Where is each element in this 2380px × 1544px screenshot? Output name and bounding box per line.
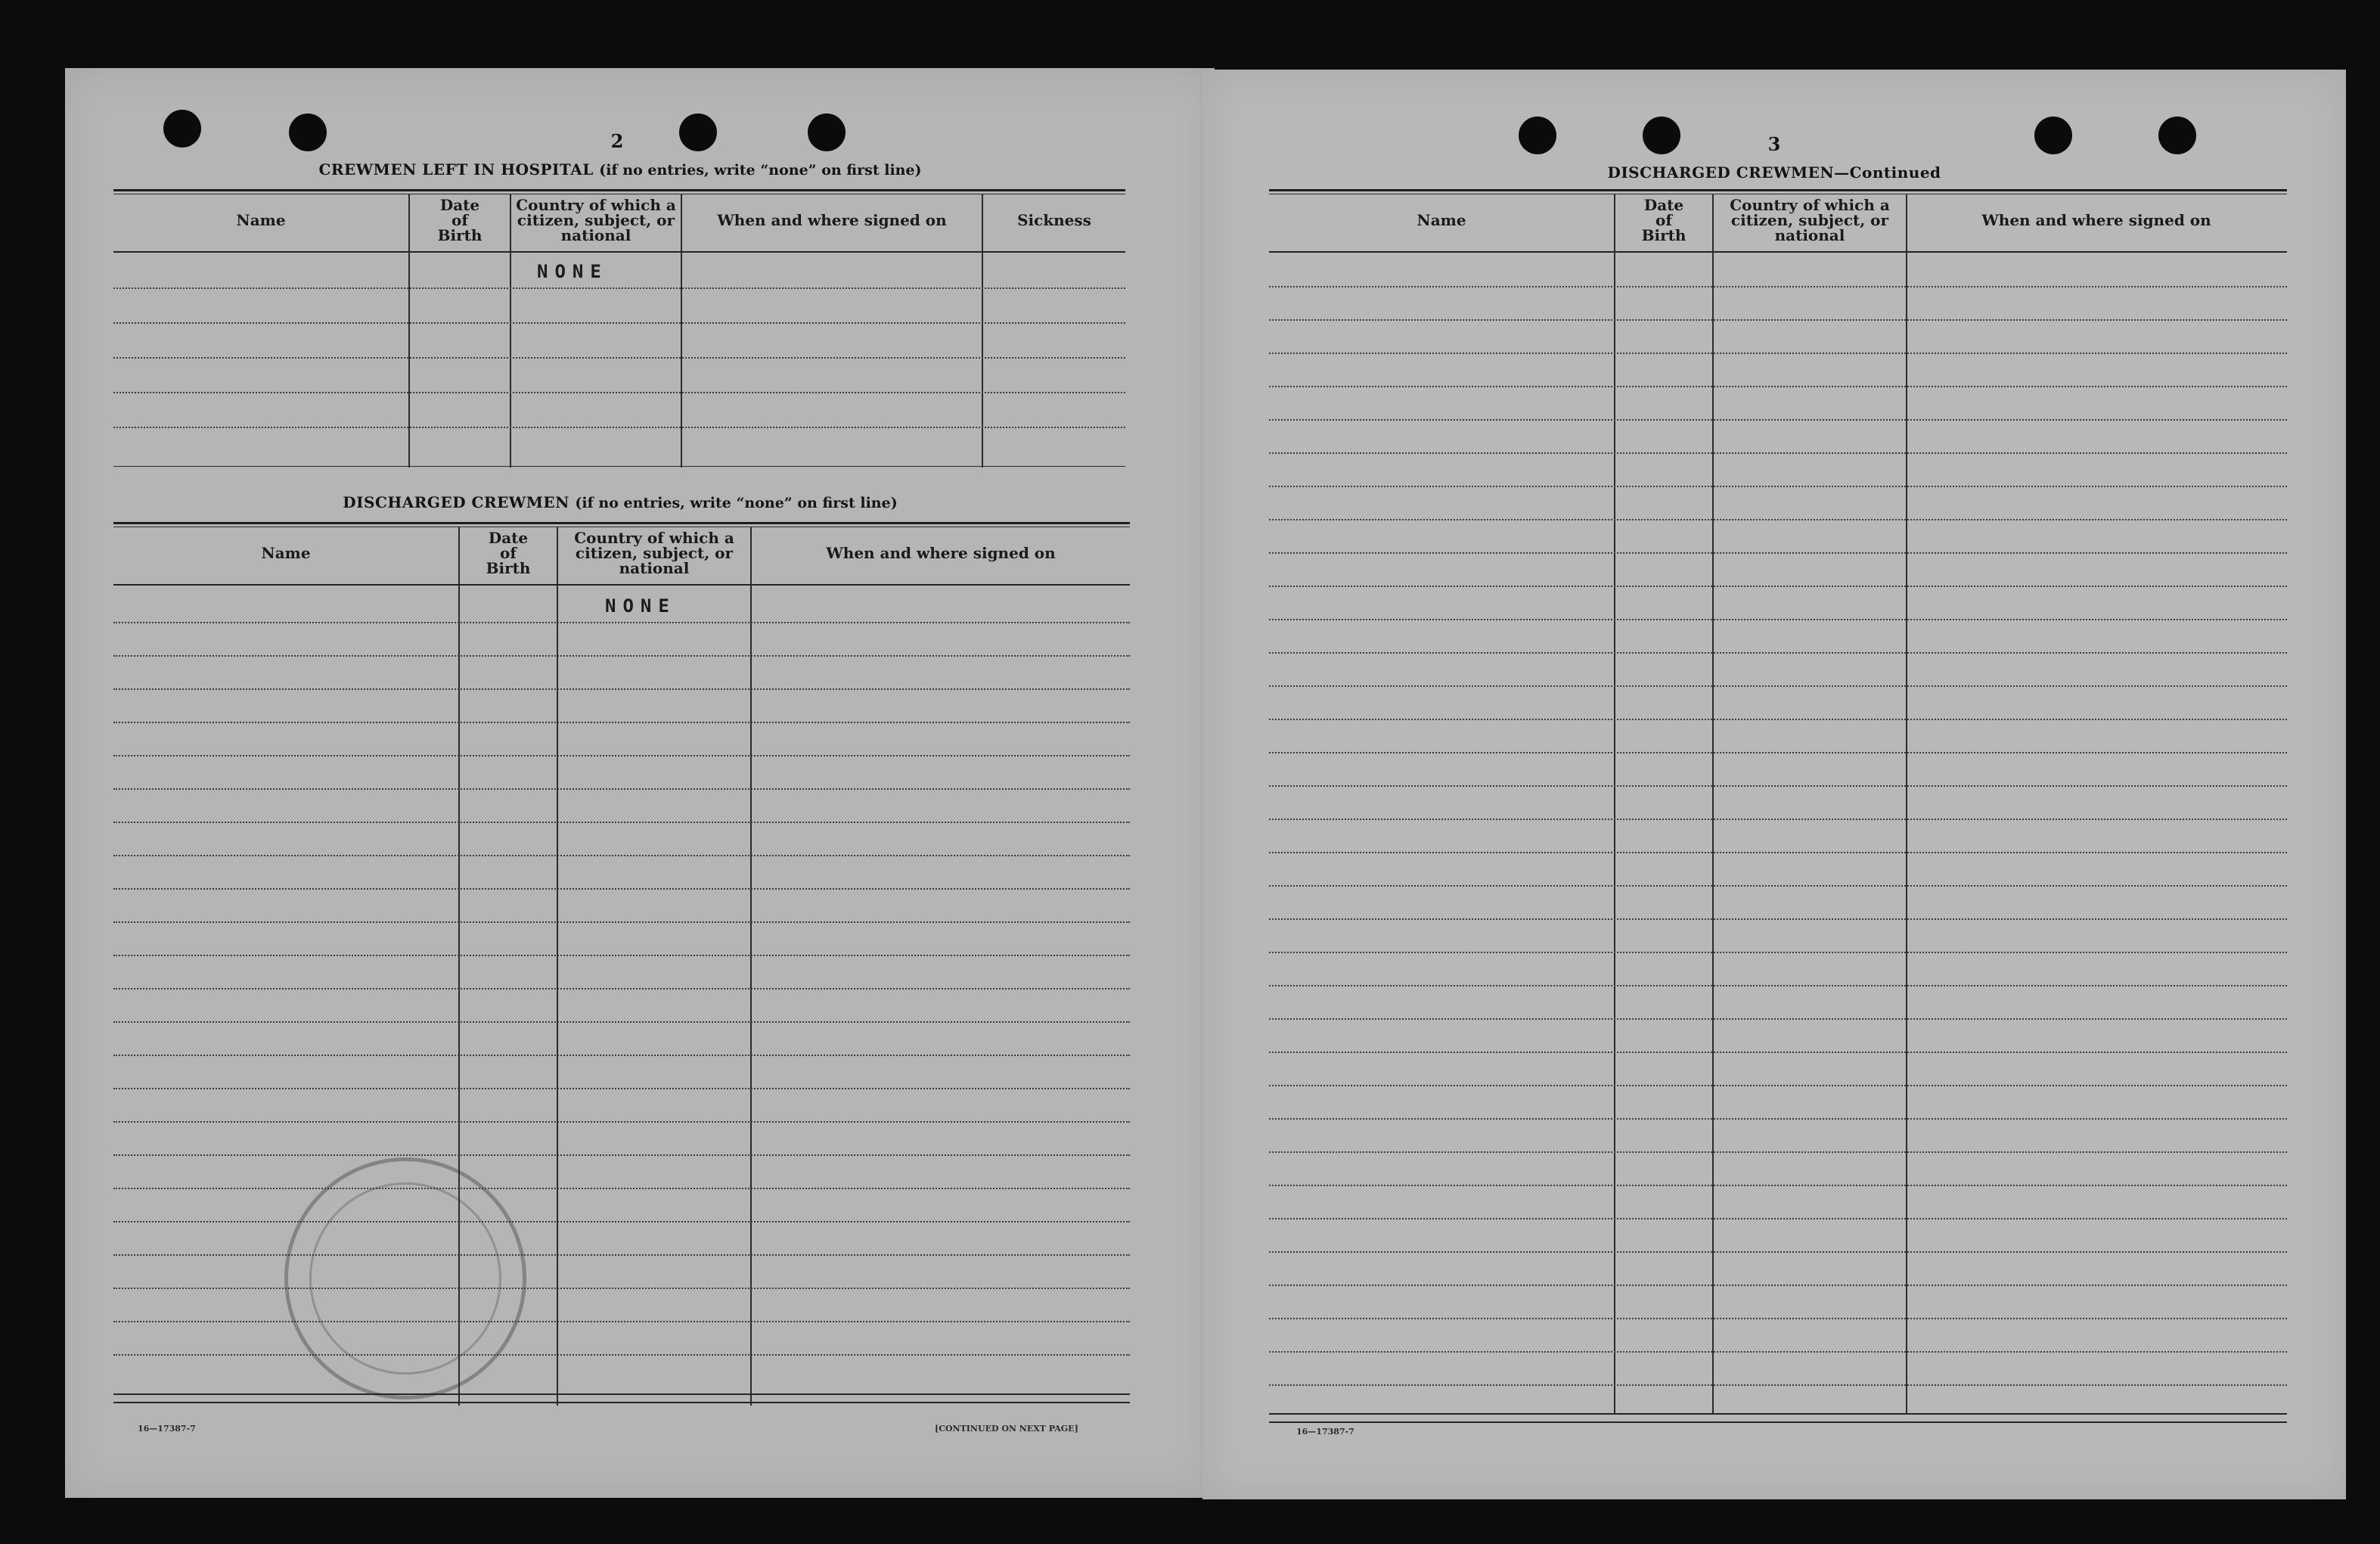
discharged-continued-title: DISCHARGED CREWMEN—Continued bbox=[1607, 163, 1941, 182]
punch-hole bbox=[289, 113, 327, 151]
column-header-when-where: When and where signed on bbox=[1981, 211, 2211, 229]
discharged-table bbox=[113, 522, 1130, 1406]
punch-hole bbox=[679, 113, 717, 151]
hospital-title-text: CREWMEN LEFT IN HOSPITAL bbox=[318, 160, 594, 179]
column-header-name: Name bbox=[261, 544, 311, 562]
column-header-name: Name bbox=[236, 211, 286, 229]
page-number: 3 bbox=[1767, 133, 1781, 155]
column-header-country: Country of which a citizen, subject, or national bbox=[516, 196, 676, 244]
column-header-country: Country of which a citizen, subject, or national bbox=[574, 529, 734, 577]
page-number: 2 bbox=[610, 130, 624, 152]
column-header-country: Country of which a citizen, subject, or national bbox=[1730, 196, 1890, 244]
column-header-when-where: When and where signed on bbox=[826, 544, 1056, 562]
discharged-title bbox=[343, 493, 897, 511]
discharged-title-note: (if no entries, write “none” on first line) bbox=[575, 495, 898, 511]
form-number: 16—17387-7 bbox=[138, 1424, 196, 1434]
punch-hole bbox=[2158, 116, 2196, 154]
hospital-entry: NONE bbox=[537, 261, 608, 282]
continued-note: [CONTINUED ON NEXT PAGE] bbox=[935, 1424, 1078, 1434]
hospital-title-note: (if no entries, write “none” on first line) bbox=[599, 162, 922, 179]
column-header-when-where: When and where signed on bbox=[717, 211, 947, 229]
page-right bbox=[1202, 70, 2346, 1499]
column-header-date-of-birth: Date of Birth bbox=[437, 196, 483, 244]
column-header-name: Name bbox=[1417, 211, 1466, 229]
discharged-continued-table bbox=[1269, 189, 2287, 1424]
hospital-title bbox=[318, 160, 921, 179]
column-header-sickness: Sickness bbox=[1017, 211, 1091, 229]
page-left bbox=[65, 68, 1215, 1498]
hospital-table bbox=[113, 189, 1125, 468]
column-header-date-of-birth: Date of Birth bbox=[1641, 196, 1686, 244]
punch-hole bbox=[1519, 116, 1556, 154]
form-number: 16—17387-7 bbox=[1296, 1427, 1354, 1437]
discharged-title-text: DISCHARGED CREWMEN bbox=[343, 493, 569, 511]
punch-hole bbox=[1643, 116, 1680, 154]
punch-hole bbox=[808, 113, 846, 151]
official-stamp bbox=[284, 1157, 526, 1400]
column-header-date-of-birth: Date of Birth bbox=[486, 529, 531, 577]
discharged-entry: NONE bbox=[605, 595, 676, 617]
punch-hole bbox=[163, 110, 201, 148]
punch-hole bbox=[2034, 116, 2072, 154]
